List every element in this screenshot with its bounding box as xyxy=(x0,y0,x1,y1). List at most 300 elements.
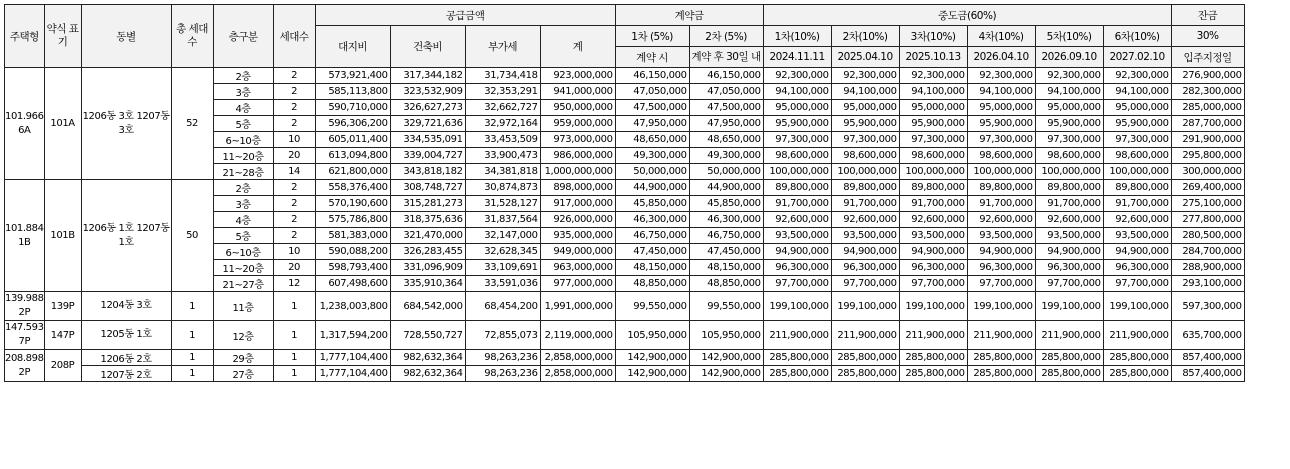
header-building: 건축비 xyxy=(390,26,465,68)
cell-mid-1: 199,100,000 xyxy=(763,292,831,321)
header-total: 총 세대수 xyxy=(171,5,213,68)
cell-mid-3: 93,500,000 xyxy=(899,228,967,244)
cell-contract1: 49,300,000 xyxy=(615,148,689,164)
cell-type: 101.966 6A xyxy=(5,68,45,180)
cell-mid-6: 285,800,000 xyxy=(1103,350,1171,366)
cell-mid-3: 199,100,000 xyxy=(899,292,967,321)
cell-mid-5: 97,700,000 xyxy=(1035,276,1103,292)
cell-households: 10 xyxy=(273,132,315,148)
cell-sum: 2,119,000,000 xyxy=(540,321,615,350)
cell-mid-4: 98,600,000 xyxy=(967,148,1035,164)
cell-mid-4: 92,600,000 xyxy=(967,212,1035,228)
cell-mid-6: 89,800,000 xyxy=(1103,180,1171,196)
cell-mid-2: 94,100,000 xyxy=(831,84,899,100)
cell-balance: 597,300,000 xyxy=(1171,292,1244,321)
cell-land: 570,190,600 xyxy=(315,196,390,212)
cell-vat: 32,628,345 xyxy=(465,244,540,260)
cell-mid-6: 93,500,000 xyxy=(1103,228,1171,244)
cell-vat: 31,734,418 xyxy=(465,68,540,84)
cell-sum: 926,000,000 xyxy=(540,212,615,228)
cell-floor: 11층 xyxy=(213,292,273,321)
cell-mid-6: 92,600,000 xyxy=(1103,212,1171,228)
cell-balance: 285,000,000 xyxy=(1171,100,1244,116)
cell-dong: 1206동 2호 xyxy=(81,350,171,366)
cell-contract2: 105,950,000 xyxy=(689,321,763,350)
header-households: 세대수 xyxy=(273,5,315,68)
cell-sum: 898,000,000 xyxy=(540,180,615,196)
cell-balance: 284,700,000 xyxy=(1171,244,1244,260)
header-mid-date-5: 2026.09.10 xyxy=(1035,47,1103,68)
cell-building: 308,748,727 xyxy=(390,180,465,196)
cell-mid-3: 285,800,000 xyxy=(899,350,967,366)
cell-mid-1: 96,300,000 xyxy=(763,260,831,276)
cell-land: 590,710,000 xyxy=(315,100,390,116)
cell-contract1: 48,650,000 xyxy=(615,132,689,148)
cell-land: 590,088,200 xyxy=(315,244,390,260)
cell-sum: 950,000,000 xyxy=(540,100,615,116)
cell-contract2: 49,300,000 xyxy=(689,148,763,164)
cell-contract2: 48,150,000 xyxy=(689,260,763,276)
cell-households: 1 xyxy=(273,350,315,366)
cell-sum: 935,000,000 xyxy=(540,228,615,244)
cell-vat: 32,147,000 xyxy=(465,228,540,244)
cell-total: 1 xyxy=(171,321,213,350)
cell-vat: 33,591,036 xyxy=(465,276,540,292)
cell-mid-4: 285,800,000 xyxy=(967,350,1035,366)
cell-total: 1 xyxy=(171,366,213,382)
cell-building: 335,910,364 xyxy=(390,276,465,292)
cell-contract1: 44,900,000 xyxy=(615,180,689,196)
cell-balance: 288,900,000 xyxy=(1171,260,1244,276)
cell-mid-2: 94,900,000 xyxy=(831,244,899,260)
cell-mid-5: 91,700,000 xyxy=(1035,196,1103,212)
cell-mid-5: 92,300,000 xyxy=(1035,68,1103,84)
header-contract1-when: 계약 시 xyxy=(615,47,689,68)
table-row xyxy=(5,321,1245,350)
cell-mid-2: 98,600,000 xyxy=(831,148,899,164)
cell-floor: 21~28층 xyxy=(213,164,273,180)
cell-mid-6: 95,900,000 xyxy=(1103,116,1171,132)
cell-balance: 857,400,000 xyxy=(1171,366,1244,382)
cell-mid-1: 97,300,000 xyxy=(763,132,831,148)
cell-mid-3: 97,300,000 xyxy=(899,132,967,148)
table-body xyxy=(5,68,1245,382)
header-mid-4: 4차(10%) xyxy=(967,26,1035,47)
cell-mid-3: 96,300,000 xyxy=(899,260,967,276)
cell-mid-2: 93,500,000 xyxy=(831,228,899,244)
cell-sum: 2,858,000,000 xyxy=(540,366,615,382)
cell-sum: 986,000,000 xyxy=(540,148,615,164)
cell-mid-2: 100,000,000 xyxy=(831,164,899,180)
cell-balance: 280,500,000 xyxy=(1171,228,1244,244)
header-mid-date-3: 2025.10.13 xyxy=(899,47,967,68)
cell-balance: 287,700,000 xyxy=(1171,116,1244,132)
cell-mid-2: 95,000,000 xyxy=(831,100,899,116)
cell-mid-5: 93,500,000 xyxy=(1035,228,1103,244)
cell-mid-6: 199,100,000 xyxy=(1103,292,1171,321)
cell-contract2: 142,900,000 xyxy=(689,366,763,382)
cell-mid-3: 95,900,000 xyxy=(899,116,967,132)
supply-price-table xyxy=(4,4,1245,382)
cell-land: 573,921,400 xyxy=(315,68,390,84)
header-balance-pct: 30% xyxy=(1171,26,1244,47)
cell-vat: 98,263,236 xyxy=(465,350,540,366)
cell-mid-3: 94,900,000 xyxy=(899,244,967,260)
cell-households: 2 xyxy=(273,84,315,100)
cell-balance: 300,000,000 xyxy=(1171,164,1244,180)
cell-building: 982,632,364 xyxy=(390,366,465,382)
cell-mid-1: 93,500,000 xyxy=(763,228,831,244)
cell-households: 2 xyxy=(273,68,315,84)
cell-dong: 1206동 3호 1207동 3호 xyxy=(81,68,171,180)
header-contract2-when: 계약 후 30일 내 xyxy=(689,47,763,68)
header-balance-when: 입주지정일 xyxy=(1171,47,1244,68)
cell-mid-2: 285,800,000 xyxy=(831,350,899,366)
cell-mid-4: 285,800,000 xyxy=(967,366,1035,382)
cell-total: 50 xyxy=(171,180,213,292)
cell-vat: 68,454,200 xyxy=(465,292,540,321)
cell-contract2: 46,150,000 xyxy=(689,68,763,84)
cell-mid-5: 92,600,000 xyxy=(1035,212,1103,228)
cell-land: 607,498,600 xyxy=(315,276,390,292)
cell-vat: 34,381,818 xyxy=(465,164,540,180)
cell-floor: 4층 xyxy=(213,212,273,228)
cell-mid-3: 211,900,000 xyxy=(899,321,967,350)
cell-mid-1: 92,600,000 xyxy=(763,212,831,228)
cell-mid-2: 97,700,000 xyxy=(831,276,899,292)
cell-vat: 72,855,073 xyxy=(465,321,540,350)
cell-sum: 917,000,000 xyxy=(540,196,615,212)
cell-mid-6: 97,700,000 xyxy=(1103,276,1171,292)
cell-mid-5: 95,900,000 xyxy=(1035,116,1103,132)
cell-contract1: 47,050,000 xyxy=(615,84,689,100)
cell-floor: 11~20층 xyxy=(213,148,273,164)
cell-mid-6: 92,300,000 xyxy=(1103,68,1171,84)
cell-mid-3: 98,600,000 xyxy=(899,148,967,164)
cell-mid-4: 93,500,000 xyxy=(967,228,1035,244)
header-mid-3: 3차(10%) xyxy=(899,26,967,47)
cell-building: 982,632,364 xyxy=(390,350,465,366)
cell-mid-4: 211,900,000 xyxy=(967,321,1035,350)
cell-balance: 282,300,000 xyxy=(1171,84,1244,100)
cell-dong: 1205동 1호 xyxy=(81,321,171,350)
cell-mid-2: 92,300,000 xyxy=(831,68,899,84)
cell-households: 1 xyxy=(273,321,315,350)
cell-land: 581,383,000 xyxy=(315,228,390,244)
cell-land: 1,317,594,200 xyxy=(315,321,390,350)
cell-households: 2 xyxy=(273,228,315,244)
cell-mid-3: 95,000,000 xyxy=(899,100,967,116)
cell-vat: 33,109,691 xyxy=(465,260,540,276)
cell-balance: 295,800,000 xyxy=(1171,148,1244,164)
cell-mid-4: 96,300,000 xyxy=(967,260,1035,276)
cell-mid-1: 100,000,000 xyxy=(763,164,831,180)
cell-floor: 11~20층 xyxy=(213,260,273,276)
cell-abbr: 139P xyxy=(44,292,81,321)
cell-households: 1 xyxy=(273,292,315,321)
cell-contract2: 48,850,000 xyxy=(689,276,763,292)
cell-mid-6: 100,000,000 xyxy=(1103,164,1171,180)
table-row xyxy=(5,366,1245,382)
cell-mid-4: 95,000,000 xyxy=(967,100,1035,116)
table-header xyxy=(5,5,1245,68)
cell-mid-5: 285,800,000 xyxy=(1035,350,1103,366)
cell-mid-1: 89,800,000 xyxy=(763,180,831,196)
cell-sum: 963,000,000 xyxy=(540,260,615,276)
cell-contract1: 47,500,000 xyxy=(615,100,689,116)
cell-land: 575,786,800 xyxy=(315,212,390,228)
cell-balance: 857,400,000 xyxy=(1171,350,1244,366)
cell-type: 139.988 2P xyxy=(5,292,45,321)
cell-type: 101.884 1B xyxy=(5,180,45,292)
cell-vat: 98,263,236 xyxy=(465,366,540,382)
cell-contract2: 47,950,000 xyxy=(689,116,763,132)
cell-contract1: 47,950,000 xyxy=(615,116,689,132)
cell-mid-3: 89,800,000 xyxy=(899,180,967,196)
cell-mid-1: 97,700,000 xyxy=(763,276,831,292)
cell-land: 1,777,104,400 xyxy=(315,366,390,382)
cell-contract1: 47,450,000 xyxy=(615,244,689,260)
cell-mid-6: 94,900,000 xyxy=(1103,244,1171,260)
cell-contract1: 45,850,000 xyxy=(615,196,689,212)
cell-floor: 6~10층 xyxy=(213,244,273,260)
cell-mid-6: 97,300,000 xyxy=(1103,132,1171,148)
cell-contract1: 46,300,000 xyxy=(615,212,689,228)
header-mid-2: 2차(10%) xyxy=(831,26,899,47)
cell-abbr: 208P xyxy=(44,350,81,382)
header-contract2: 2차 (5%) xyxy=(689,26,763,47)
cell-balance: 635,700,000 xyxy=(1171,321,1244,350)
cell-building: 317,344,182 xyxy=(390,68,465,84)
cell-floor: 3층 xyxy=(213,84,273,100)
cell-building: 334,535,091 xyxy=(390,132,465,148)
cell-mid-1: 91,700,000 xyxy=(763,196,831,212)
header-mid-date-6: 2027.02.10 xyxy=(1103,47,1171,68)
cell-mid-4: 94,100,000 xyxy=(967,84,1035,100)
cell-contract1: 142,900,000 xyxy=(615,350,689,366)
cell-type: 208.898 2P xyxy=(5,350,45,382)
cell-households: 20 xyxy=(273,148,315,164)
cell-vat: 33,900,473 xyxy=(465,148,540,164)
cell-mid-6: 91,700,000 xyxy=(1103,196,1171,212)
cell-total: 1 xyxy=(171,292,213,321)
cell-contract1: 142,900,000 xyxy=(615,366,689,382)
cell-households: 20 xyxy=(273,260,315,276)
header-middle: 중도금(60%) xyxy=(763,5,1171,26)
cell-contract2: 45,850,000 xyxy=(689,196,763,212)
cell-mid-1: 94,900,000 xyxy=(763,244,831,260)
cell-mid-5: 97,300,000 xyxy=(1035,132,1103,148)
cell-mid-2: 199,100,000 xyxy=(831,292,899,321)
cell-mid-4: 91,700,000 xyxy=(967,196,1035,212)
table-row xyxy=(5,292,1245,321)
cell-mid-5: 100,000,000 xyxy=(1035,164,1103,180)
cell-contract2: 50,000,000 xyxy=(689,164,763,180)
header-abbr: 약식 표기 xyxy=(44,5,81,68)
cell-contract1: 48,850,000 xyxy=(615,276,689,292)
header-vat: 부가세 xyxy=(465,26,540,68)
cell-abbr: 101B xyxy=(44,180,81,292)
cell-building: 315,281,273 xyxy=(390,196,465,212)
cell-floor: 5층 xyxy=(213,228,273,244)
cell-contract1: 46,750,000 xyxy=(615,228,689,244)
cell-floor: 2층 xyxy=(213,68,273,84)
header-mid-6: 6차(10%) xyxy=(1103,26,1171,47)
cell-sum: 977,000,000 xyxy=(540,276,615,292)
cell-mid-4: 89,800,000 xyxy=(967,180,1035,196)
cell-mid-5: 199,100,000 xyxy=(1035,292,1103,321)
cell-vat: 32,972,164 xyxy=(465,116,540,132)
cell-contract2: 46,300,000 xyxy=(689,212,763,228)
cell-abbr: 101A xyxy=(44,68,81,180)
cell-mid-4: 94,900,000 xyxy=(967,244,1035,260)
cell-mid-5: 285,800,000 xyxy=(1035,366,1103,382)
cell-balance: 293,100,000 xyxy=(1171,276,1244,292)
cell-vat: 33,453,509 xyxy=(465,132,540,148)
cell-building: 326,627,273 xyxy=(390,100,465,116)
cell-contract2: 99,550,000 xyxy=(689,292,763,321)
cell-contract2: 46,750,000 xyxy=(689,228,763,244)
cell-mid-1: 211,900,000 xyxy=(763,321,831,350)
cell-contract2: 47,050,000 xyxy=(689,84,763,100)
cell-floor: 6~10층 xyxy=(213,132,273,148)
cell-mid-1: 95,000,000 xyxy=(763,100,831,116)
cell-mid-5: 211,900,000 xyxy=(1035,321,1103,350)
cell-floor: 27층 xyxy=(213,366,273,382)
cell-sum: 923,000,000 xyxy=(540,68,615,84)
cell-land: 596,306,200 xyxy=(315,116,390,132)
cell-households: 10 xyxy=(273,244,315,260)
header-supply: 공급금액 xyxy=(315,5,615,26)
header-balance: 잔금 xyxy=(1171,5,1244,26)
table-row xyxy=(5,68,1245,84)
cell-mid-5: 94,100,000 xyxy=(1035,84,1103,100)
header-contract: 계약금 xyxy=(615,5,763,26)
cell-land: 1,777,104,400 xyxy=(315,350,390,366)
cell-dong: 1204동 3호 xyxy=(81,292,171,321)
cell-households: 12 xyxy=(273,276,315,292)
cell-vat: 32,662,727 xyxy=(465,100,540,116)
cell-sum: 949,000,000 xyxy=(540,244,615,260)
cell-mid-2: 97,300,000 xyxy=(831,132,899,148)
cell-contract1: 50,000,000 xyxy=(615,164,689,180)
cell-mid-5: 94,900,000 xyxy=(1035,244,1103,260)
cell-mid-2: 96,300,000 xyxy=(831,260,899,276)
cell-mid-6: 94,100,000 xyxy=(1103,84,1171,100)
cell-households: 2 xyxy=(273,180,315,196)
cell-land: 558,376,400 xyxy=(315,180,390,196)
cell-mid-3: 91,700,000 xyxy=(899,196,967,212)
cell-floor: 2층 xyxy=(213,180,273,196)
cell-floor: 4층 xyxy=(213,100,273,116)
cell-mid-3: 285,800,000 xyxy=(899,366,967,382)
cell-mid-6: 98,600,000 xyxy=(1103,148,1171,164)
cell-mid-6: 95,000,000 xyxy=(1103,100,1171,116)
cell-contract2: 142,900,000 xyxy=(689,350,763,366)
cell-sum: 959,000,000 xyxy=(540,116,615,132)
cell-building: 321,470,000 xyxy=(390,228,465,244)
cell-mid-6: 285,800,000 xyxy=(1103,366,1171,382)
cell-mid-6: 96,300,000 xyxy=(1103,260,1171,276)
cell-land: 585,113,800 xyxy=(315,84,390,100)
cell-building: 323,532,909 xyxy=(390,84,465,100)
cell-mid-1: 285,800,000 xyxy=(763,350,831,366)
cell-vat: 31,837,564 xyxy=(465,212,540,228)
cell-mid-1: 285,800,000 xyxy=(763,366,831,382)
cell-floor: 21~27층 xyxy=(213,276,273,292)
cell-contract1: 99,550,000 xyxy=(615,292,689,321)
cell-mid-6: 211,900,000 xyxy=(1103,321,1171,350)
cell-sum: 973,000,000 xyxy=(540,132,615,148)
header-dong: 동별 xyxy=(81,5,171,68)
cell-mid-4: 100,000,000 xyxy=(967,164,1035,180)
cell-building: 326,283,455 xyxy=(390,244,465,260)
cell-mid-2: 285,800,000 xyxy=(831,366,899,382)
cell-building: 339,004,727 xyxy=(390,148,465,164)
cell-land: 605,011,400 xyxy=(315,132,390,148)
cell-mid-4: 199,100,000 xyxy=(967,292,1035,321)
cell-mid-2: 89,800,000 xyxy=(831,180,899,196)
cell-contract1: 48,150,000 xyxy=(615,260,689,276)
cell-land: 621,800,000 xyxy=(315,164,390,180)
header-mid-date-1: 2024.11.11 xyxy=(763,47,831,68)
cell-floor: 5층 xyxy=(213,116,273,132)
cell-mid-1: 98,600,000 xyxy=(763,148,831,164)
cell-mid-1: 94,100,000 xyxy=(763,84,831,100)
cell-vat: 31,528,127 xyxy=(465,196,540,212)
cell-sum: 1,000,000,000 xyxy=(540,164,615,180)
cell-balance: 276,900,000 xyxy=(1171,68,1244,84)
cell-mid-5: 89,800,000 xyxy=(1035,180,1103,196)
header-floor: 층구분 xyxy=(213,5,273,68)
cell-mid-4: 92,300,000 xyxy=(967,68,1035,84)
cell-total: 1 xyxy=(171,350,213,366)
cell-building: 728,550,727 xyxy=(390,321,465,350)
cell-balance: 275,100,000 xyxy=(1171,196,1244,212)
cell-balance: 269,400,000 xyxy=(1171,180,1244,196)
cell-contract1: 46,150,000 xyxy=(615,68,689,84)
cell-households: 14 xyxy=(273,164,315,180)
cell-mid-3: 97,700,000 xyxy=(899,276,967,292)
cell-contract2: 48,650,000 xyxy=(689,132,763,148)
cell-contract2: 47,450,000 xyxy=(689,244,763,260)
cell-total: 52 xyxy=(171,68,213,180)
header-contract1: 1차 (5%) xyxy=(615,26,689,47)
cell-mid-2: 92,600,000 xyxy=(831,212,899,228)
cell-building: 343,818,182 xyxy=(390,164,465,180)
cell-floor: 3층 xyxy=(213,196,273,212)
cell-dong: 1207동 2호 xyxy=(81,366,171,382)
header-land: 대지비 xyxy=(315,26,390,68)
cell-households: 1 xyxy=(273,366,315,382)
cell-sum: 1,991,000,000 xyxy=(540,292,615,321)
cell-mid-5: 95,000,000 xyxy=(1035,100,1103,116)
table-row xyxy=(5,180,1245,196)
cell-mid-3: 92,300,000 xyxy=(899,68,967,84)
cell-mid-4: 97,700,000 xyxy=(967,276,1035,292)
cell-vat: 30,874,873 xyxy=(465,180,540,196)
header-mid-date-2: 2025.04.10 xyxy=(831,47,899,68)
cell-mid-2: 95,900,000 xyxy=(831,116,899,132)
cell-sum: 2,858,000,000 xyxy=(540,350,615,366)
header-mid-5: 5차(10%) xyxy=(1035,26,1103,47)
cell-floor: 12층 xyxy=(213,321,273,350)
cell-building: 684,542,000 xyxy=(390,292,465,321)
cell-land: 598,793,400 xyxy=(315,260,390,276)
cell-type: 147.593 7P xyxy=(5,321,45,350)
table-row xyxy=(5,350,1245,366)
cell-mid-4: 97,300,000 xyxy=(967,132,1035,148)
